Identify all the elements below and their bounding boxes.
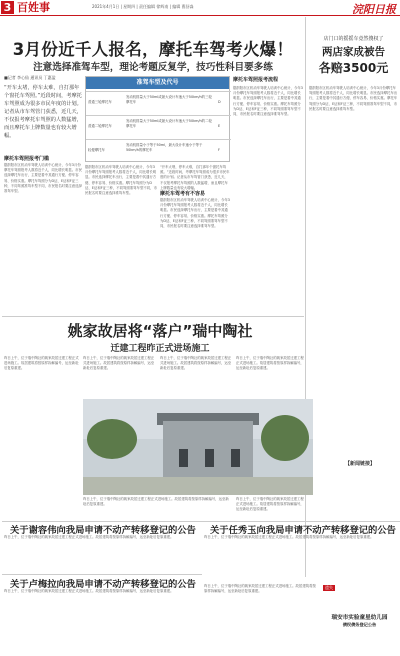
feature-body-left: 昨日上午，位于瑞中陶社的姚家故居迁建工程正式进场施工。故居建筑将按原样拆解编号，运至新址后复原重建。 [4, 356, 79, 371]
left-body: 据浙阳市区机动车驾驶人培训中心统计，今年3月份摩托车驾照报考人数将近千人，同比增长明显。市民选择摩托车出行，主要是看中其通行方便、停车容易、价格实惠。摩托车驾照分为D证、E证和F证三种，不同驾照准驾车型不同，市民报名时要注意选择准驾车型。 [4, 163, 82, 194]
notice-body: 昨日上午，位于瑞中陶社的姚家故居迁建工程正式进场施工。故居建筑将按原样拆解编号，运至新址后复原重建。 [204, 584, 316, 594]
mid-body-1: 据浙阳市区机动车驾驶人培训中心统计，今年3月份摩托车驾照报考人数将近千人，同比增长明显。市民选择摩托车出行，主要是看中其通行方便、停车容易、价格实惠。摩托车驾照分为D证、E证和F证三种，不同驾照准驾车型不同，市民报名时要注意选择准驾车型。 [85, 165, 157, 196]
notice-headline: 关于谢容伟向我局申请不动产转移登记的公告 [10, 525, 196, 536]
lead-subheadline: 注意选择准驾车型，理论考题反复学，技巧性科目要多练 [33, 62, 273, 73]
section-title: 百姓事 [17, 1, 50, 14]
table-row [86, 91, 231, 115]
table-cell-code: D [218, 100, 221, 104]
news-link-tag: 【新闻链接】 [345, 461, 376, 467]
page-number: 3 [1, 1, 14, 14]
table-cell-type: 普通三轮摩托车 [88, 100, 112, 104]
lead-reporter: ■记者 李心仙 通讯员 丁惠盈 [4, 75, 56, 80]
newspaper-logo: 浣阳日报 [352, 3, 396, 16]
license-type-table [85, 76, 230, 162]
kindergarten-subtitle: 债权债务登记公告 [342, 622, 377, 627]
right-news-box [308, 17, 399, 81]
flow-subhead: 摩托车驾照报考流程 [233, 77, 279, 83]
feature-subheadline: 迁建工程昨正式进场施工 [110, 344, 210, 354]
notice-body: 昨日上午，位于瑞中陶社的姚家故居迁建工程正式进场施工。故居建筑将按原样拆解编号，运至新址后复原重建。 [4, 535, 174, 539]
mid-subhead: 摩托车驾考有不容易 [160, 191, 206, 197]
table-cell-desc: 发动机排量大于50ml或最大设计车速大于50km/h的二轮摩托车 [126, 119, 212, 128]
table-cell-code: F [218, 148, 220, 152]
section-divider [2, 574, 202, 575]
table-row [86, 139, 231, 161]
right-amount: 各赔3500元 [318, 61, 389, 75]
table-title: 准驾车型及代号 [86, 77, 229, 89]
masthead [0, 0, 400, 16]
feature-headline: 姚家故居将“落户”瑞中陶社 [67, 322, 253, 340]
table-cell-desc: 发动机排量小于等于50ml，最大设计车速小于等于50km/h的摩托车 [126, 143, 203, 152]
photo-caption: 昨日上午，位于瑞中陶社的姚家故居迁建工程正式进场施工。故居建筑将按原样拆解编号，运至新址后复原重建。 [83, 497, 229, 507]
left-subhead: 摩托车驾照报考门槛 [4, 156, 50, 162]
section-divider [2, 316, 304, 317]
feature-body-bottom: 昨日上午，位于瑞中陶社的姚家故居迁建工程正式进场施工。故居建筑将按原样拆解编号，运至新址后复原重建。 [236, 497, 304, 512]
lost-badge: 遗失 [325, 585, 333, 590]
mid-body-2: 据浙阳市区机动车驾驶人培训中心统计，今年3月份摩托车驾照报考人数将近千人，同比增长明显。市民选择摩托车出行，主要是看中其通行方便、停车容易、价格实惠。摩托车驾照分为D证、E证和F证三种，不同驾照准驾车型不同，市民报名时要注意选择准驾车型。 [160, 198, 230, 229]
feature-body-right: 昨日上午，位于瑞中陶社的姚家故居迁建工程正式进场施工。故居建筑将按原样拆解编号，运至新址后复原重建。 [236, 356, 304, 371]
notice-body: 昨日上午，位于瑞中陶社的姚家故居迁建工程正式进场施工。故居建筑将按原样拆解编号，运至新址后复原重建。 [204, 535, 374, 539]
masthead-meta: 2021年4月1日 | 星期四 | 责任编辑 徐辉南 | 编辑 曹舒淼 [92, 4, 194, 9]
table-cell-desc: 发动机排量大于50ml或最大设计车速大于50km/h的三轮摩托车 [126, 95, 212, 104]
lead-text: “开车太堵，停车太难，自打那年个窗托车驾照。”近段时间，考摩托车驾照成为很多市民年度的计划。记者从市车驾管门获悉，近几天，不仅报考摩托车驾照的人数猛增，而且摩托车上牌数量也有较大增幅。 [4, 85, 82, 139]
lead-headline: 3月份近千人报名，摩托车驾考火爆！ [12, 40, 294, 59]
notice-headline: 关于卢梅拉向我局申请不动产转移登记的公告 [10, 579, 196, 590]
old-house-photo [83, 399, 313, 495]
mid-body-3: “开车太堵，停车太难，自打那年个窗托车驾照。”近段时间，考摩托车驾照成为很多市民年度的计划。记者从市车驾管门获悉，近几天，不仅报考摩托车驾照的人数猛增，而且摩托车上牌数量也有较大增幅。 [160, 165, 230, 190]
table-cell-type: 轻便摩托车 [88, 148, 105, 152]
right-kicker: 店门口的摇摇车竟然傻权了 [323, 36, 384, 42]
notice-headline: 关于任秀玉向我局申请不动产转移登记的公告 [210, 525, 396, 536]
right-body: 据浙阳市区机动车驾驶人培训中心统计，今年3月份摩托车驾照报考人数将近千人，同比增长明显。市民选择摩托车出行，主要是看中其通行方便、停车容易、价格实惠。摩托车驾照分为D证、E证和F证三种，不同驾照准驾车型不同，市民报名时要注意选择准驾车型。 [309, 86, 398, 111]
flow-text: 据浙阳市区机动车驾驶人培训中心统计，今年3月份摩托车驾照报考人数将近千人，同比增长明显。市民选择摩托车出行，主要是看中其通行方便、停车容易、价格实惠。摩托车驾照分为D证、E证和F证三种，不同驾照准驾车型不同，市民报名时要注意选择准驾车型。 [233, 86, 303, 117]
table-row [86, 115, 231, 139]
kindergarten-notice [320, 596, 399, 654]
feature-body-mid2: 昨日上午，位于瑞中陶社的姚家故居迁建工程正式进场施工。故居建筑将按原样拆解编号，运至新址后复原重建。 [160, 356, 232, 371]
table-cell-type: 普通二轮摩托车 [88, 124, 112, 128]
notice-body: 昨日上午，位于瑞中陶社的姚家故居迁建工程正式进场施工。故居建筑将按原样拆解编号，运至新址后复原重建。 [4, 589, 174, 593]
table-cell-code: E [218, 124, 221, 128]
feature-body-mid: 昨日上午，位于瑞中陶社的姚家故居迁建工程正式进场施工。故居建筑将按原样拆解编号，运至新址后复原重建。 [83, 356, 155, 371]
kindergarten-title: 瑞安市实验童星幼儿园 [331, 615, 388, 621]
right-headline: 两店家成被告 [322, 46, 385, 58]
